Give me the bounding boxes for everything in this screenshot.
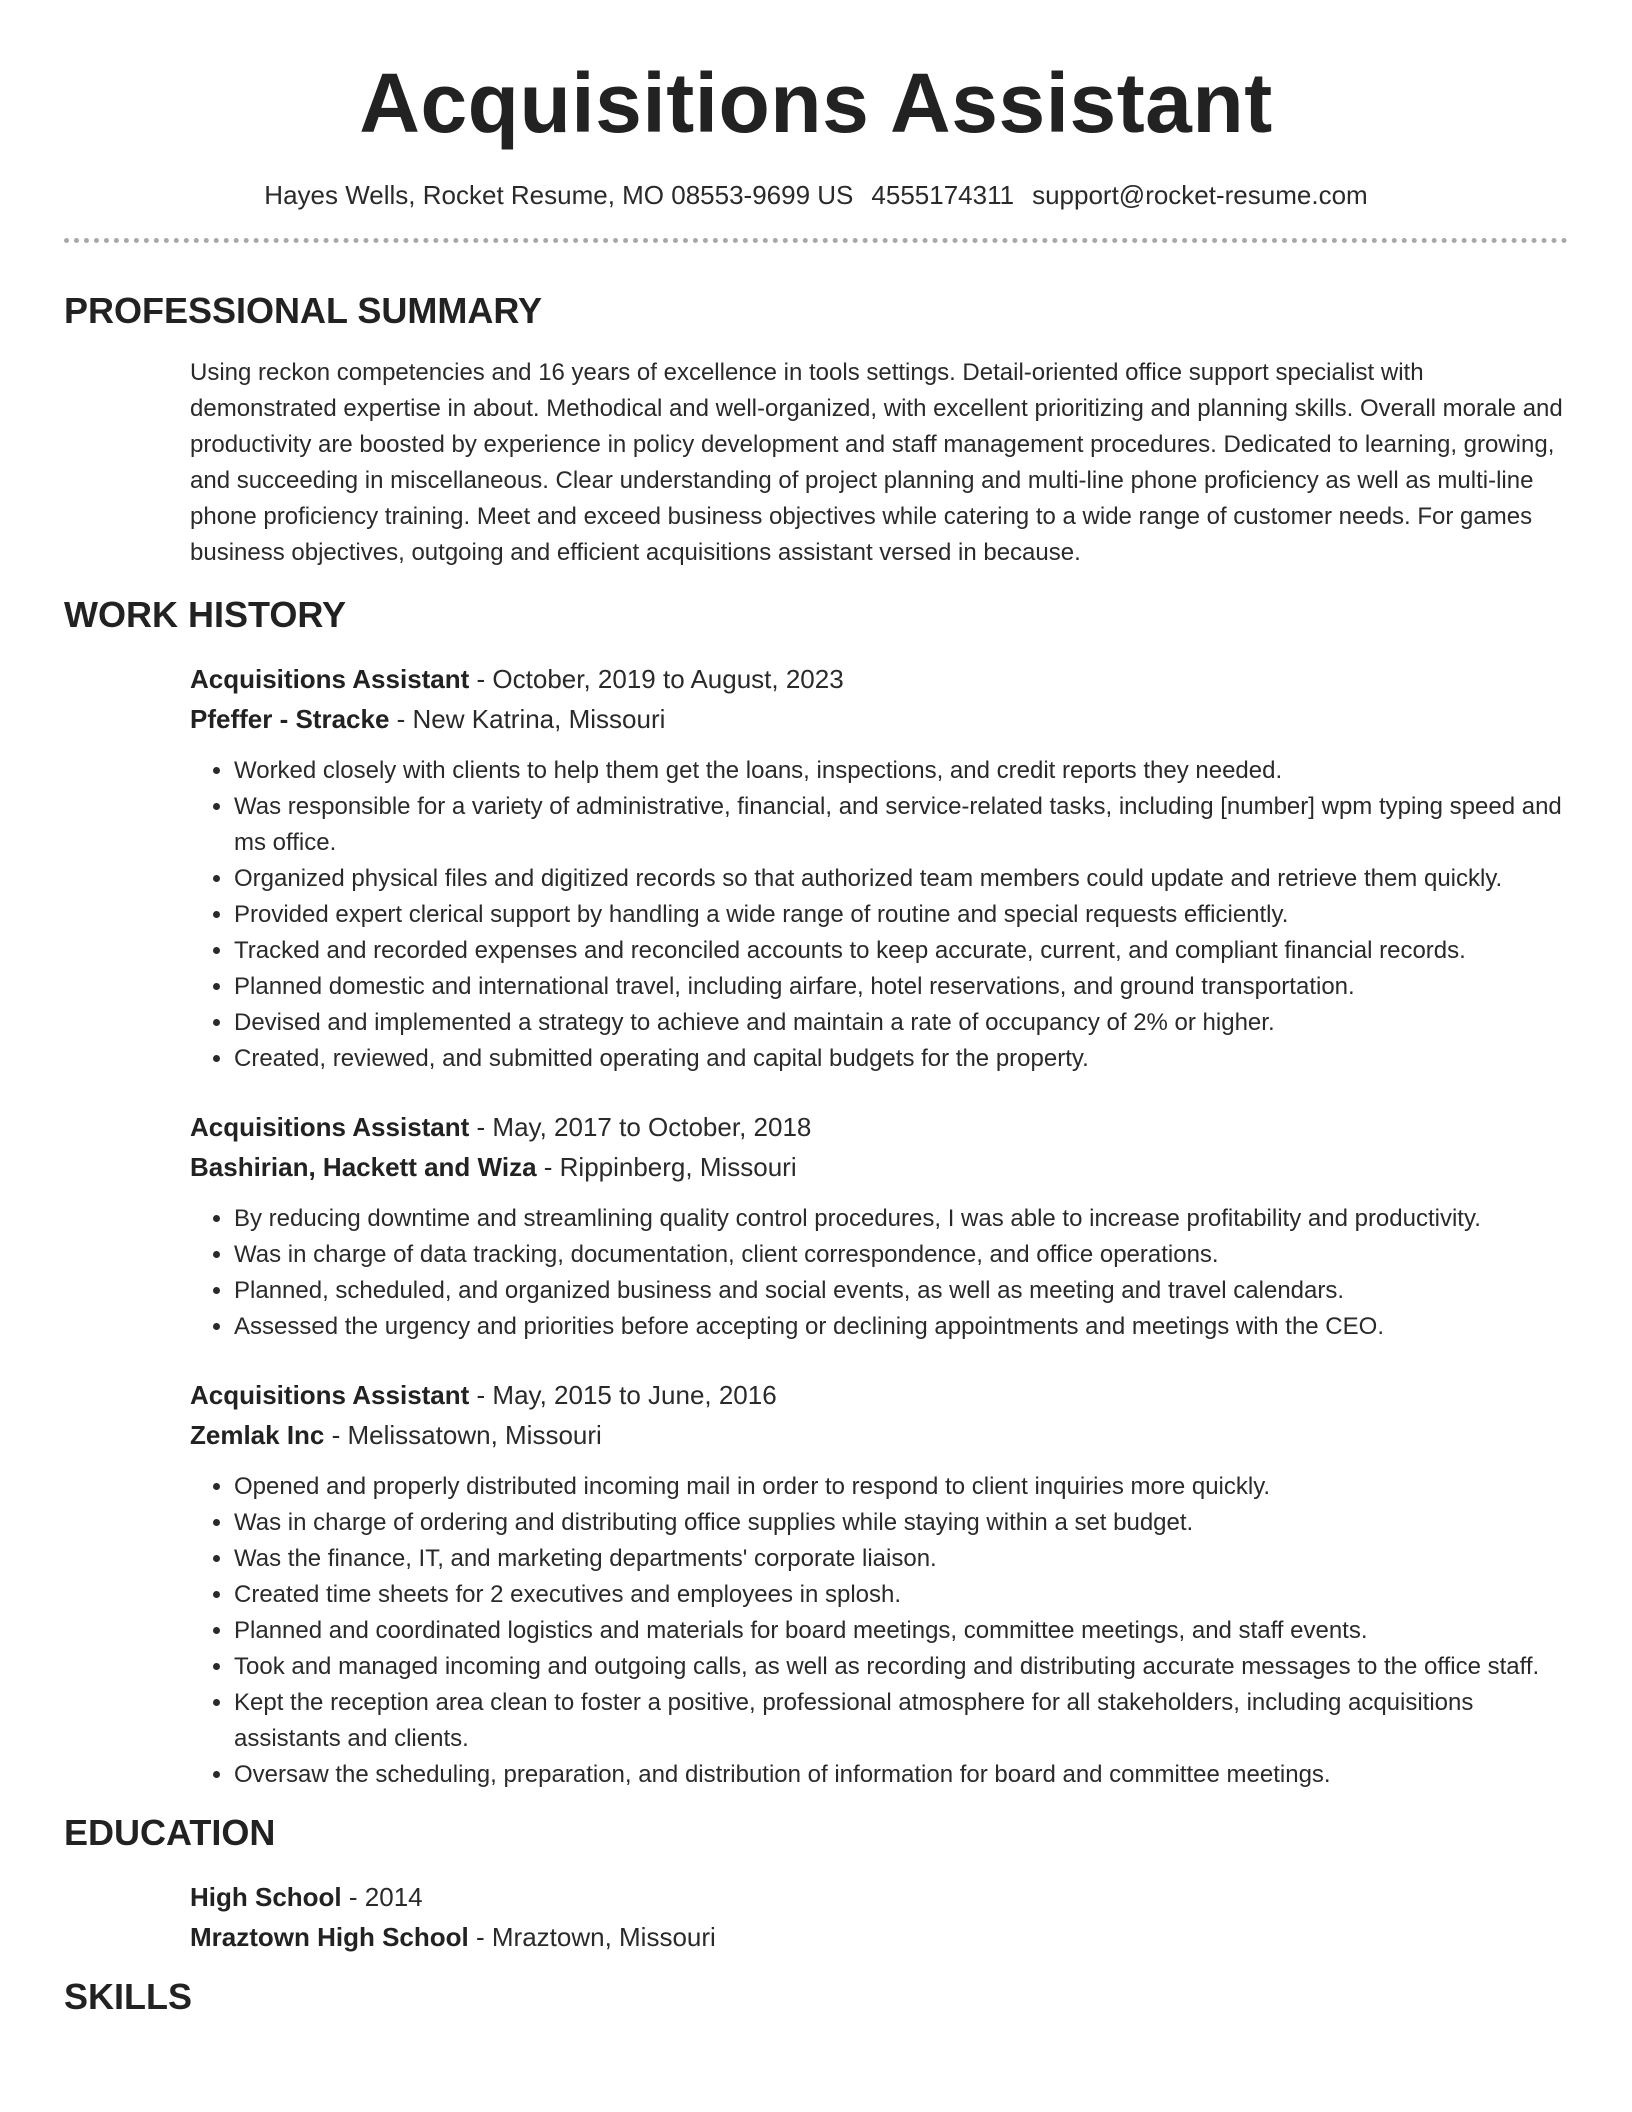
job-entry: [190, 1375, 1568, 1793]
job-location: - New Katrina, Missouri: [389, 704, 666, 734]
education-entry: [190, 1877, 1568, 1957]
education-school: Mraztown High School: [190, 1922, 469, 1952]
job-entry: [190, 659, 1568, 1077]
job-company-line: [190, 699, 1568, 739]
job-title: Acquisitions Assistant: [190, 1380, 470, 1410]
job-dates: - May, 2017 to October, 2018: [469, 1112, 812, 1142]
job-bullet: • Provided expert clerical support by handling a wide range of routine and special requests efficiently.: [234, 897, 1568, 933]
education-year: - 2014: [341, 1882, 423, 1912]
job-company-line: [190, 1147, 1568, 1187]
education-school-line: [190, 1917, 1568, 1957]
job-bullet: • Created, reviewed, and submitted operating and capital budgets for the property.: [234, 1041, 1568, 1077]
job-company: Bashirian, Hackett and Wiza: [190, 1152, 537, 1182]
job-title-line: [190, 659, 1568, 699]
job-dates: - October, 2019 to August, 2023: [469, 664, 844, 694]
job-bullet: • Was responsible for a variety of administrative, financial, and service-related tasks, including [number] wpm typing speed and ms office.: [234, 789, 1568, 861]
job-bullet: • Opened and properly distributed incoming mail in order to respond to client inquiries more quickly.: [234, 1469, 1568, 1505]
job-company: Pfeffer - Stracke: [190, 704, 390, 734]
contact-email[interactable]: support@rocket-resume.com: [1032, 180, 1368, 210]
resume-title: Acquisitions Assistant: [359, 56, 1273, 150]
job-bullet-list: [190, 1201, 1568, 1345]
section-heading-skills: SKILLS: [64, 1976, 193, 2017]
job-bullet: • Tracked and recorded expenses and reconciled accounts to keep accurate, current, and compliant financial records.: [234, 933, 1568, 969]
education-degree-line: [190, 1877, 1568, 1917]
summary-paragraph: Using reckon competencies and 16 years of excellence in tools settings. Detail-oriented office support specialist with demonstrated expertise in about. Methodical and well-organized, with excellent prioritizing and planning skills. Overall morale and productivity are boosted by experience in policy development and staff management procedures. Dedicated to learning, growing, and succeeding in miscellaneous. Clear understanding of project planning and multi-line phone proficiency as well as multi-line phone proficiency training. Meet and exceed business objectives while catering to a wide range of customer needs. For games business objectives, outgoing and efficient acquisitions assistant versed in because.: [190, 359, 1563, 566]
contact-address: Hayes Wells, Rocket Resume, MO 08553-9699 US: [264, 180, 854, 210]
job-bullet: • By reducing downtime and streamlining quality control procedures, I was able to increase profitability and productivity.: [234, 1201, 1568, 1237]
header-divider: [64, 238, 1568, 243]
education-location: - Mraztown, Missouri: [468, 1922, 716, 1952]
job-bullet: • Planned domestic and international travel, including airfare, hotel reservations, and ground transportation.: [234, 969, 1568, 1005]
job-bullet: • Oversaw the scheduling, preparation, and distribution of information for board and committee meetings.: [234, 1757, 1568, 1793]
section-heading-education: EDUCATION: [64, 1812, 276, 1853]
section-heading-work-history: WORK HISTORY: [64, 594, 347, 635]
resume-page: [64, 0, 1568, 2019]
job-company-line: [190, 1415, 1568, 1455]
job-company: Zemlak Inc: [190, 1420, 325, 1450]
job-bullet: • Organized physical files and digitized records so that authorized team members could update and retrieve them quickly.: [234, 861, 1568, 897]
job-bullet: • Planned, scheduled, and organized business and social events, as well as meeting and travel calendars.: [234, 1273, 1568, 1309]
job-bullet: • Was in charge of data tracking, documentation, client correspondence, and office operations.: [234, 1237, 1568, 1273]
job-location: - Melissatown, Missouri: [324, 1420, 602, 1450]
job-bullet-list: [190, 753, 1568, 1077]
job-title: Acquisitions Assistant: [190, 1112, 470, 1142]
section-heading-summary: PROFESSIONAL SUMMARY: [64, 290, 543, 331]
job-bullet-list: [190, 1469, 1568, 1793]
job-bullet: • Assessed the urgency and priorities before accepting or declining appointments and meetings with the CEO.: [234, 1309, 1568, 1345]
job-dates: - May, 2015 to June, 2016: [469, 1380, 777, 1410]
job-location: - Rippinberg, Missouri: [536, 1152, 797, 1182]
education-degree: High School: [190, 1882, 342, 1912]
job-bullet: • Was in charge of ordering and distributing office supplies while staying within a set budget.: [234, 1505, 1568, 1541]
contact-line: [64, 178, 1568, 212]
job-bullet: • Kept the reception area clean to foster a positive, professional atmosphere for all stakeholders, including acquisitions assistants and clients.: [234, 1685, 1568, 1757]
job-bullet: • Created time sheets for 2 executives and employees in splosh.: [234, 1577, 1568, 1613]
job-entry: [190, 1107, 1568, 1345]
job-bullet: • Devised and implemented a strategy to achieve and maintain a rate of occupancy of 2% or higher.: [234, 1005, 1568, 1041]
job-title-line: [190, 1107, 1568, 1147]
job-bullet: • Took and managed incoming and outgoing calls, as well as recording and distributing accurate messages to the office staff.: [234, 1649, 1568, 1685]
job-bullet: • Was the finance, IT, and marketing departments' corporate liaison.: [234, 1541, 1568, 1577]
job-title: Acquisitions Assistant: [190, 664, 470, 694]
job-title-line: [190, 1375, 1568, 1415]
job-bullet: • Planned and coordinated logistics and materials for board meetings, committee meetings, and staff events.: [234, 1613, 1568, 1649]
contact-phone: 4555174311: [871, 180, 1015, 210]
job-bullet: • Worked closely with clients to help them get the loans, inspections, and credit reports they needed.: [234, 753, 1568, 789]
